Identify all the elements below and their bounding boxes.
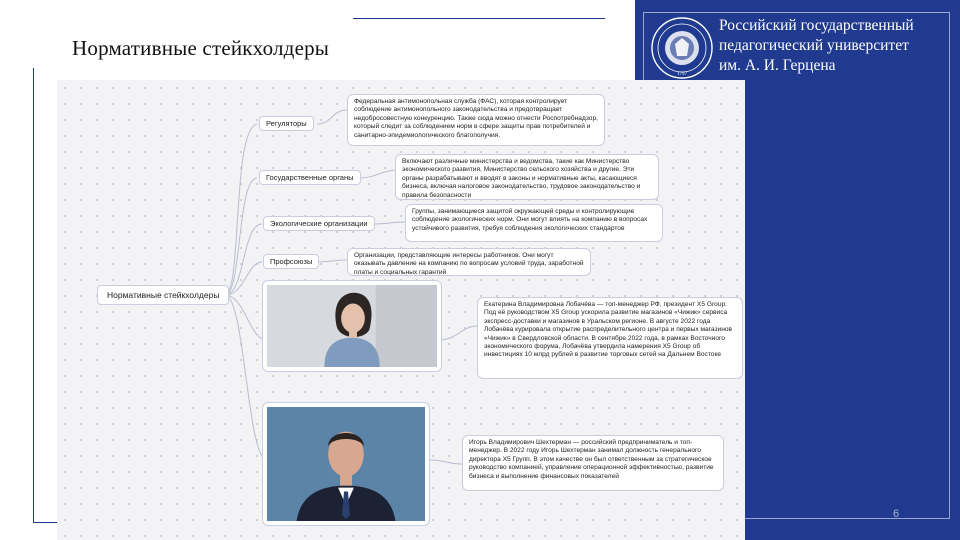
branch-unions[interactable]: Профсоюзы [263, 254, 319, 269]
top-divider [353, 18, 605, 19]
left-divider [33, 68, 34, 523]
note-unions: Организации, представляющие интересы работников. Они могут оказывать давление на компанию по вопросам условий труда, заработной платы и социальных гарантий [347, 248, 591, 276]
university-name-line2: педагогический университет [719, 37, 909, 54]
note-shekhterman: Игорь Владимирович Шехтерман — российский предприниматель и топ-менеджер. В 2022 году Игорь Шехтерман занимал должность генерального директора X5 Групп. В этом качестве он был ответственным за стратегическое руководство компанией, управление операционной эффективностью, развитие бизнеса и выполнение финансовых показателей [462, 435, 724, 491]
university-seal-icon [648, 14, 716, 82]
man-portrait-photo [262, 402, 430, 526]
svg-text:1797: 1797 [677, 72, 687, 77]
page-number: 6 [893, 508, 900, 520]
branch-government[interactable]: Государственные органы [259, 170, 361, 185]
note-regulators: Федеральная антимонопольная служба (ФАС), которая контролирует соблюдение антимонопольного законодательства и предотвращает недобросовестную конкуренцию. Также сюда можно отнести Роспотребнадзор, который следит за соблюдением норм в сфере защиты прав потребителей и санитарно-эпидемиологического благополучия. [347, 94, 605, 146]
branch-ecology[interactable]: Экологические организации [263, 216, 375, 231]
branch-regulators[interactable]: Регуляторы [259, 116, 314, 131]
note-ecology: Группы, занимающиеся защитой окружающей среды и контролирующие соблюдение экологических норм. Они могут влиять на компанию в вопросах устойчивого развития, требуя соблюдения экологических стандартов [405, 204, 663, 242]
mindmap-root[interactable]: Нормативные стейкхолдеры [97, 285, 229, 305]
university-name-line1: Российский государственный [719, 17, 914, 34]
note-government: Включают различные министерства и ведомства, такие как Министерство экономического развития, Министерство сельского хозяйства и другие. Эти органы разрабатывают и вводят в законы и нормативные акты, касающиеся бизнеса, включая налоговое законодательство, трудовое законодательство и правила безопасности [395, 154, 659, 200]
mindmap-board [57, 80, 745, 540]
note-lobacheva: Екатерина Владимировна Лобачёва — топ-менеджер РФ, президент X5 Group. Под её руководством X5 Group ускорила развитие магазинов «Чижик» сервиса экспресс-доставки и магазинов в Уральском регионе. В августе 2022 года Лобачёва курировала открытие распределительного центра и первых магазинов «Чижик» в Свердловской области. В сентябре 2022 года, в рамках Восточного экономического форума, Лобачёва утвердила намерения X5 Group об инвестициях 10 млрд рублей в развитие торговых сетей на Дальнем Востоке [477, 297, 743, 379]
university-name-line3: им. А. И. Герцена [719, 57, 836, 74]
woman-portrait-photo [262, 280, 442, 372]
slide-title: Нормативные стейкхолдеры [72, 36, 330, 60]
university-name [719, 16, 914, 76]
